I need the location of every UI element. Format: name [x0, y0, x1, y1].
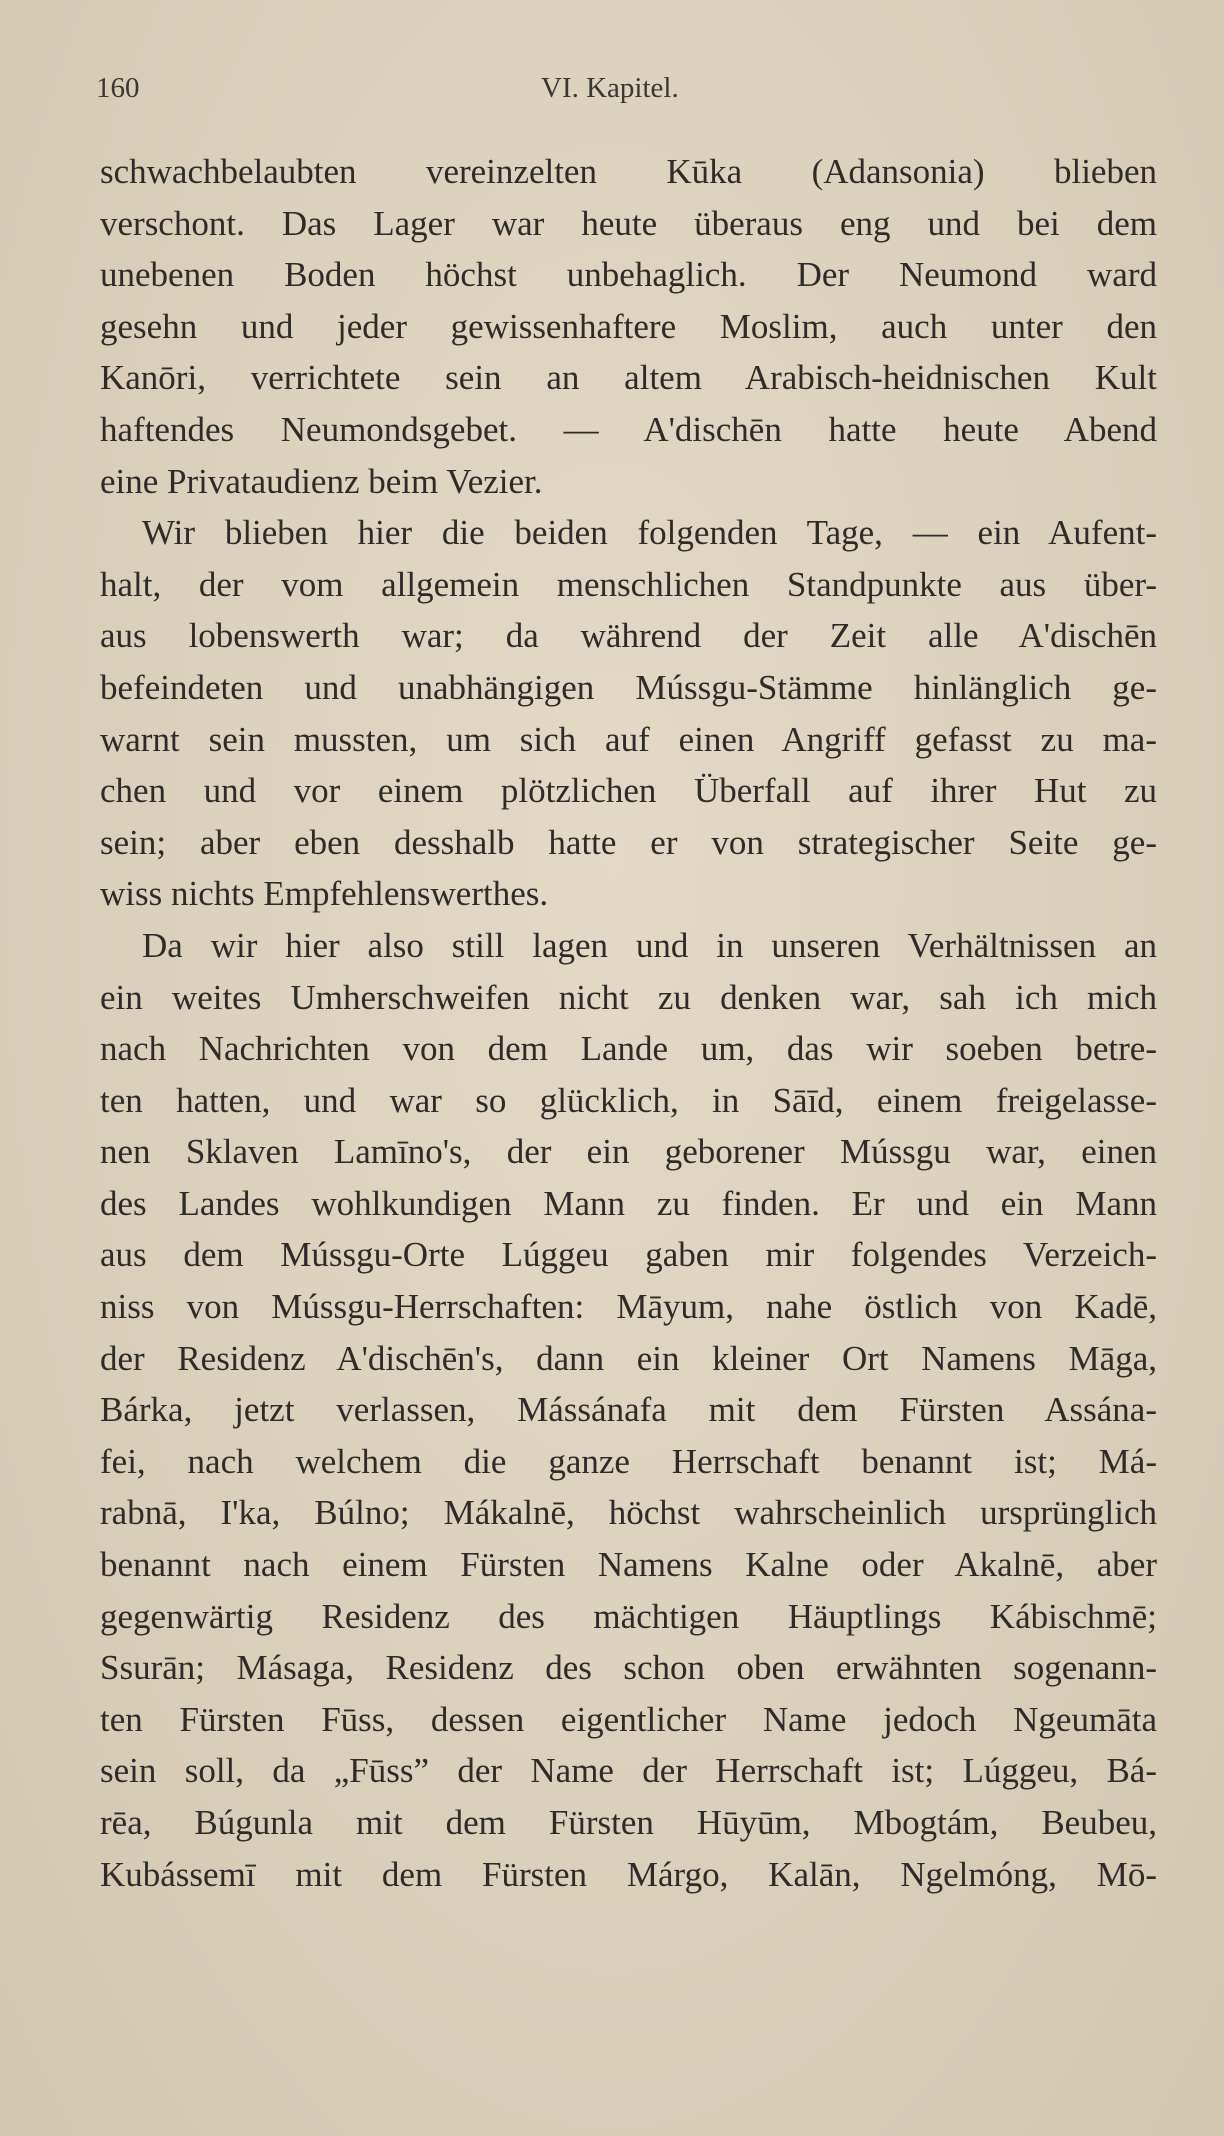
- text-line: Da wir hier also still lagen und in unseren Verhältnissen an: [142, 925, 1157, 965]
- text-line: chen und vor einem plötzlichen Überfall auf ihrer Hut zu: [100, 771, 1157, 811]
- text-line: ten Fürsten Fūss, dessen eigentlicher Name jedoch Ngeumāta: [100, 1699, 1157, 1739]
- text-line: ein weites Umherschweifen nicht zu denken war, sah ich mich: [100, 977, 1157, 1017]
- text-line: aus dem Mússgu-Orte Lúggeu gaben mir folgendes Verzeich-: [100, 1235, 1157, 1275]
- text-line: nen Sklaven Lamīno's, der ein geborener Mússgu war, einen: [100, 1132, 1157, 1172]
- chapter-title: VI. Kapitel.: [541, 72, 679, 104]
- text-line: eine Privataudienz beim Vezier.: [100, 461, 543, 501]
- text-line: Wir blieben hier die beiden folgenden Tage, — ein Aufent-: [142, 513, 1157, 553]
- text-line: sein; aber eben desshalb hatte er von strategischer Seite ge-: [100, 822, 1157, 862]
- text-line: nach Nachrichten von dem Lande um, das wir soeben betre-: [100, 1029, 1157, 1069]
- text-line: verschont. Das Lager war heute überaus eng und bei dem: [100, 203, 1157, 243]
- text-line: fei, nach welchem die ganze Herrschaft benannt ist; Má-: [100, 1441, 1157, 1481]
- text-line: rēa, Búgunla mit dem Fürsten Hūyūm, Mbogtám, Beubeu,: [100, 1803, 1157, 1842]
- text-line: benannt nach einem Fürsten Namens Kalne oder Akalnē, aber: [100, 1545, 1157, 1585]
- text-line: des Landes wohlkundigen Mann zu finden. Er und ein Mann: [100, 1183, 1157, 1223]
- text-line: ten hatten, und war so glücklich, in Sāīd, einem freigelasse-: [100, 1080, 1157, 1120]
- text-line: haftendes Neumondsgebet. — A'dischēn hatte heute Abend: [100, 409, 1157, 449]
- text-line: niss von Mússgu-Herrschaften: Māyum, nahe östlich von Kadē,: [100, 1287, 1157, 1327]
- body-text: [100, 146, 1157, 1900]
- text-line: warnt sein mussten, um sich auf einen Angriff gefasst zu ma-: [100, 719, 1157, 759]
- text-line: der Residenz A'dischēn's, dann ein kleiner Ort Namens Māga,: [100, 1338, 1157, 1378]
- text-line: Kubássemī mit dem Fürsten Márgo, Kalān, Ngelmóng, Mō-: [100, 1854, 1157, 1894]
- text-line: unebenen Boden höchst unbehaglich. Der Neumond ward: [100, 255, 1157, 295]
- text-line: Ssurān; Másaga, Residenz des schon oben erwähnten sogenann-: [100, 1648, 1157, 1688]
- page-number: 160: [96, 72, 140, 104]
- text-line: befeindeten und unabhängigen Mússgu-Stämme hinlänglich ge-: [100, 667, 1157, 707]
- text-line: gesehn und jeder gewissenhaftere Moslim, auch unter den: [100, 306, 1157, 346]
- text-line: Bárka, jetzt verlassen, Mássánafa mit dem Fürsten Assána-: [100, 1390, 1157, 1430]
- text-line: sein soll, da „Fūss” der Name der Herrschaft ist; Lúggeu, Bá-: [100, 1751, 1157, 1791]
- running-header: [96, 72, 1164, 116]
- text-line: aus lobenswerth war; da während der Zeit alle A'dischēn: [100, 616, 1157, 656]
- text-line: rabnā, I'ka, Búlno; Mákalnē, höchst wahrscheinlich ursprünglich: [100, 1493, 1157, 1533]
- text-line: schwachbelaubten vereinzelten Kūka (Adansonia) blieben: [100, 152, 1157, 191]
- text-line: gegenwärtig Residenz des mächtigen Häuptlings Kábischmē;: [100, 1596, 1157, 1636]
- text-line: halt, der vom allgemein menschlichen Standpunkte aus über-: [100, 564, 1157, 604]
- text-line: Kanōri, verrichtete sein an altem Arabisch-heidnischen Kult: [100, 358, 1157, 398]
- text-line: wiss nichts Empfehlenswerthes.: [100, 874, 549, 914]
